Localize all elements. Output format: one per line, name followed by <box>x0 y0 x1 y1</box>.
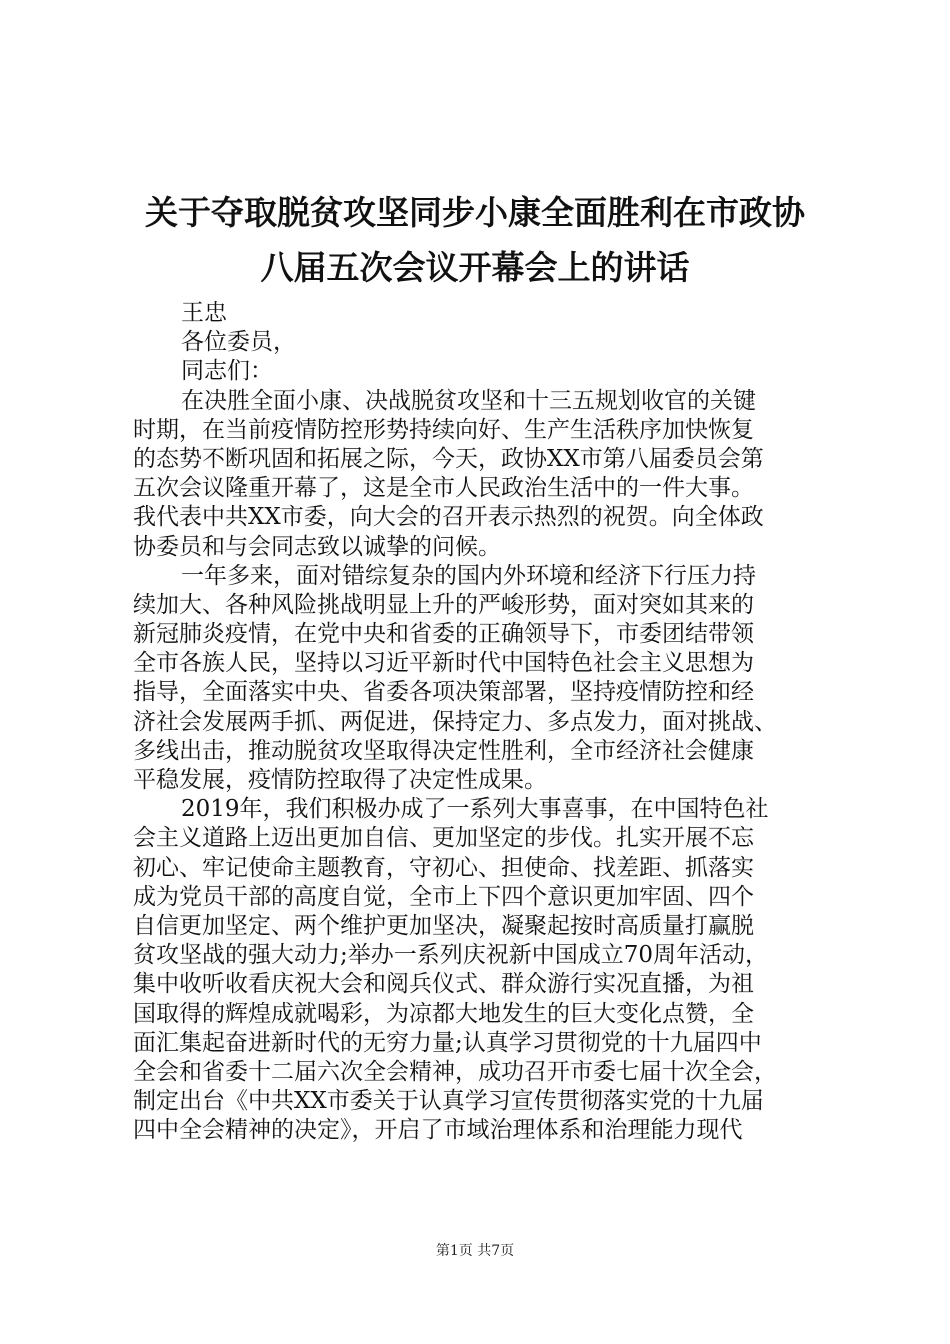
paragraph-line: 初心、牢记使命主题教育，守初心、担使命、找差距、抓落实 <box>133 854 754 881</box>
paragraph-line: 平稳发展，疫情防控取得了决定性成果。 <box>133 767 547 793</box>
author-name: 王忠 <box>181 300 227 326</box>
paragraph-line: 2019年，我们积极办成了一系列大事喜事，在中国特色社 <box>181 796 769 823</box>
document-title-line-2: 八届五次会议开幕会上的讲话 <box>260 248 690 287</box>
paragraph-line: 续加大、各种风险挑战明显上升的严峻形势，面对突如其来的 <box>133 591 754 618</box>
paragraph-line: 面汇集起奋进新时代的无穷力量;认真学习贯彻党的十九届四中 <box>133 1029 762 1056</box>
paragraph-line: 贫攻坚战的强大动力;举办一系列庆祝新中国成立70周年活动， <box>133 942 769 969</box>
paragraph-line: 我代表中共XX市委，向大会的召开表示热烈的祝贺。向全体政 <box>133 504 764 531</box>
paragraph-line: 协委员和与会同志致以诚挚的问候。 <box>133 533 501 560</box>
paragraph-line: 制定出台《中共XX市委关于认真学习宣传贯彻落实党的十九届 <box>133 1088 764 1115</box>
document-body <box>133 299 833 1145</box>
paragraph-line: 集中收听收看庆祝大会和阅兵仪式、群众游行实况直播，为祖 <box>133 971 754 998</box>
paragraph-line: 国取得的辉煌成就喝彩，为凉都大地发生的巨大变化点赞，全 <box>133 1000 754 1027</box>
paragraph-line: 自信更加坚定、两个维护更加坚决，凝聚起按时高质量打赢脱 <box>133 912 754 939</box>
salutation-line: 同志们： <box>181 358 273 385</box>
paragraph-line: 在决胜全面小康、决战脱贫攻坚和十三五规划收官的关键 <box>181 387 756 414</box>
paragraph-line: 济社会发展两手抓、两促进，保持定力、多点发力，面对挑战、 <box>133 708 777 735</box>
paragraph-line: 的态势不断巩固和拓展之际，今天，政协XX市第八届委员会第 <box>133 445 764 472</box>
paragraph-line: 多线出击，推动脱贫攻坚取得决定性胜利，全市经济社会健康 <box>133 737 754 764</box>
paragraph-line: 全会和省委十二届六次全会精神，成功召开市委七届十次全会， <box>133 1058 777 1085</box>
document-title-line-1: 关于夺取脱贫攻坚同步小康全面胜利在市政协 <box>145 193 805 232</box>
paragraph-line: 指导，全面落实中央、省委各项决策部署，坚持疫情防控和经 <box>133 679 754 706</box>
paragraph-line: 时期，在当前疫情防控形势持续向好、生产生活秩序加快恢复 <box>133 416 754 443</box>
paragraph-line: 会主义道路上迈出更加自信、更加坚定的步伐。扎实开展不忘 <box>133 825 754 852</box>
page-number: 第1页 共7页 <box>435 1243 515 1259</box>
paragraph-line: 新冠肺炎疫情，在党中央和省委的正确领导下，市委团结带领 <box>133 621 754 648</box>
paragraph-line: 一年多来，面对错综复杂的国内外环境和经济下行压力持 <box>181 562 756 589</box>
paragraph-line: 成为党员干部的高度自觉，全市上下四个意识更加牢固、四个 <box>133 883 754 910</box>
paragraph-line: 全市各族人民，坚持以习近平新时代中国特色社会主义思想为 <box>133 650 754 677</box>
paragraph-line: 五次会议隆重开幕了，这是全市人民政治生活中的一件大事。 <box>133 475 754 502</box>
paragraph-line: 四中全会精神的决定》，开启了市域治理体系和治理能力现代 <box>133 1117 743 1144</box>
salutation-line: 各位委员， <box>181 329 296 356</box>
